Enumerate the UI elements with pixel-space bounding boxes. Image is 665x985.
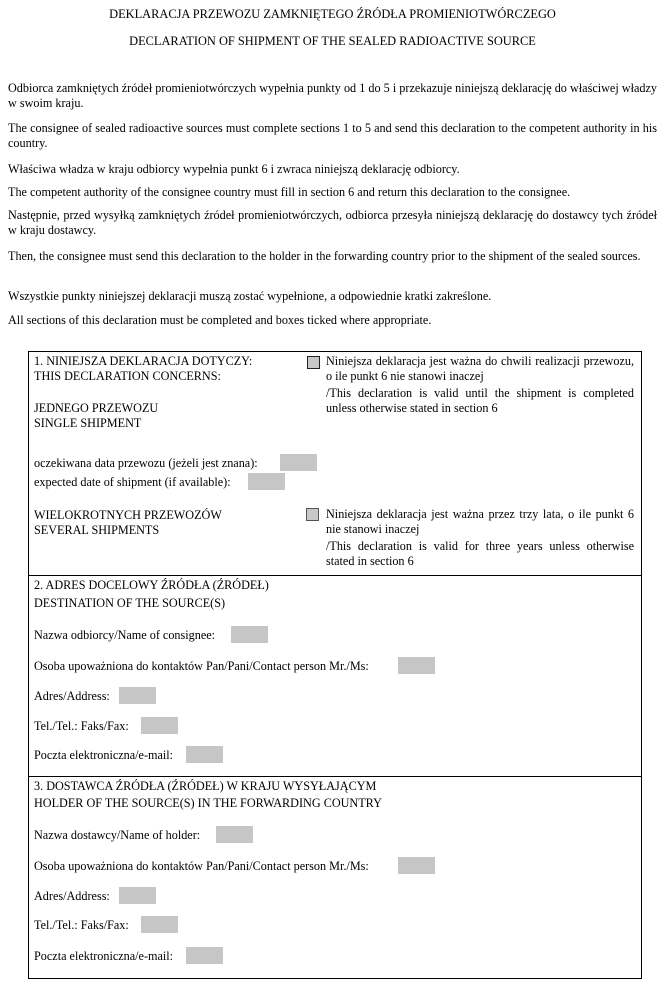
consignee-name-label: Nazwa odbiorcy/Name of consignee:	[34, 628, 216, 642]
several-shipments-label-pl: WIELOKROTNYCH PRZEWOZÓW	[34, 508, 222, 522]
holder-contact-field[interactable]	[398, 857, 435, 874]
single-shipment-checkbox[interactable]	[307, 356, 320, 369]
consignee-address-field[interactable]	[119, 687, 156, 704]
section-1-heading-en: THIS DECLARATION CONCERNS:	[34, 369, 221, 383]
holder-address-label: Adres/Address:	[34, 889, 110, 903]
intro-paragraph: Właściwa władza w kraju odbiorcy wypełnia punkt 6 i zwraca niniejszą deklarację odbiorcy.	[8, 162, 460, 176]
holder-tel-fax-field[interactable]	[141, 916, 178, 933]
holder-email-label: Poczta elektroniczna/e-mail:	[34, 949, 174, 963]
consignee-tel-fax-label: Tel./Tel.: Faks/Fax:	[34, 719, 129, 733]
consignee-address-label: Adres/Address:	[34, 689, 110, 703]
section-2-heading-en: DESTINATION OF THE SOURCE(S)	[34, 596, 226, 610]
expected-date-label-en: expected date of shipment (if available):	[34, 475, 231, 489]
consignee-email-field[interactable]	[186, 746, 223, 763]
expected-date-label-pl: oczekiwana data przewozu (jeżeli jest znana):	[34, 456, 258, 470]
document-title-pl: DEKLARACJA PRZEWOZU ZAMKNIĘTEGO ŹRÓDŁA PROMIENIOTWÓRCZEGO	[109, 7, 556, 21]
expected-date-field[interactable]	[280, 454, 317, 471]
expected-date-field-en[interactable]	[248, 473, 285, 490]
single-shipment-label-en: SINGLE SHIPMENT	[34, 416, 142, 430]
several-shipments-label-en: SEVERAL SHIPMENTS	[34, 523, 160, 537]
consignee-contact-label: Osoba upoważniona do kontaktów Pan/Pani/Contact person Mr./Ms:	[34, 659, 369, 673]
intro-paragraph: Następnie, przed wysyłką zamkniętych źródeł promieniotwórczych, odbiorca przesyła niniejszą deklarację do dostawcy tych źródeł w kraju dostawcy.	[8, 208, 657, 237]
intro-paragraph: Odbiorca zamkniętych źródeł promieniotwórczych wypełnia punkty od 1 do 5 i przekazuje niniejszą deklarację do właściwej władzy w swoim kraju.	[8, 81, 657, 110]
intro-paragraph: Then, the consignee must send this declaration to the holder in the forwarding country prior to the shipment of the sealed sources.	[8, 249, 641, 263]
holder-tel-fax-label: Tel./Tel.: Faks/Fax:	[34, 918, 129, 932]
holder-contact-label: Osoba upoważniona do kontaktów Pan/Pani/Contact person Mr./Ms:	[34, 859, 369, 873]
intro-paragraph: All sections of this declaration must be completed and boxes ticked where appropriate.	[8, 313, 432, 327]
section-3-box	[28, 776, 642, 979]
section-1-box	[28, 351, 642, 576]
section-2-heading-pl: 2. ADRES DOCELOWY ŹRÓDŁA (ŹRÓDEŁ)	[34, 578, 269, 592]
holder-address-field[interactable]	[119, 887, 156, 904]
section-3-heading-pl: 3. DOSTAWCA ŹRÓDŁA (ŹRÓDEŁ) W KRAJU WYSYŁAJĄCYM	[34, 779, 377, 793]
several-shipments-note-en: /This declaration is valid for three years unless otherwise stated in section 6	[326, 539, 634, 568]
consignee-name-field[interactable]	[231, 626, 268, 643]
consignee-email-label: Poczta elektroniczna/e-mail:	[34, 748, 174, 762]
consignee-tel-fax-field[interactable]	[141, 717, 178, 734]
document-title-en: DECLARATION OF SHIPMENT OF THE SEALED RADIOACTIVE SOURCE	[129, 34, 536, 48]
intro-paragraph: The competent authority of the consignee country must fill in section 6 and return this declaration to the consignee.	[8, 185, 571, 199]
single-shipment-note-pl: Niniejsza deklaracja jest ważna do chwili realizacji przewozu, o ile punkt 6 nie stanowi inaczej	[326, 354, 634, 383]
consignee-contact-field[interactable]	[398, 657, 435, 674]
single-shipment-label-pl: JEDNEGO PRZEWOZU	[34, 401, 159, 415]
intro-paragraph: Wszystkie punkty niniejszej deklaracji muszą zostać wypełnione, a odpowiednie kratki zakreślone.	[8, 289, 492, 303]
several-shipments-checkbox[interactable]	[306, 508, 319, 521]
holder-name-label: Nazwa dostawcy/Name of holder:	[34, 828, 201, 842]
section-3-heading-en: HOLDER OF THE SOURCE(S) IN THE FORWARDING COUNTRY	[34, 796, 382, 810]
holder-name-field[interactable]	[216, 826, 253, 843]
holder-email-field[interactable]	[186, 947, 223, 964]
section-2-box	[28, 575, 642, 777]
several-shipments-note-pl: Niniejsza deklaracja jest ważna przez trzy lata, o ile punkt 6 nie stanowi inaczej	[326, 507, 634, 536]
intro-paragraph: The consignee of sealed radioactive sources must complete sections 1 to 5 and send this declaration to the competent authority in his country.	[8, 121, 657, 150]
single-shipment-note-en: /This declaration is valid until the shipment is completed unless otherwise stated in section 6	[326, 386, 634, 415]
section-1-heading-pl: 1. NINIEJSZA DEKLARACJA DOTYCZY:	[34, 354, 253, 368]
